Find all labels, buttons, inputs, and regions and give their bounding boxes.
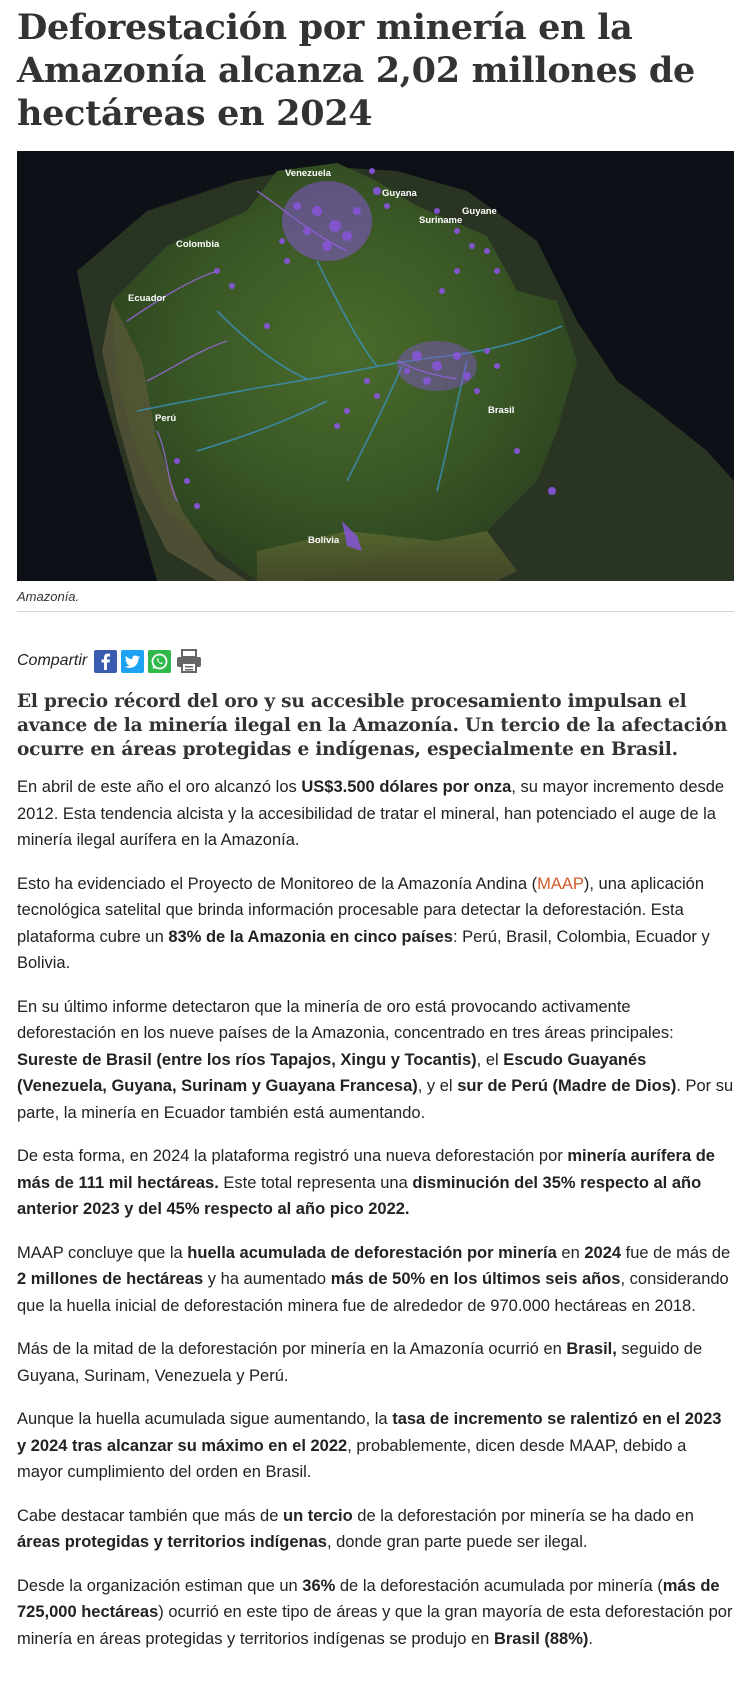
label-suriname: Suriname	[419, 215, 463, 226]
label-bolivia: Bolivia	[308, 535, 340, 546]
label-guyana: Guyana	[382, 188, 417, 199]
paragraph-5: MAAP concluye que la huella acumulada de deforestación por minería en 2024 fue de más de 2 millones de hectáreas y ha aumentado más de 50% en los últimos seis años, considerando que la huella inicial de deforestación minera fue de alrededor de 970.000 hectáreas en 2018.	[17, 1243, 731, 1315]
facebook-icon[interactable]	[94, 650, 117, 673]
paragraph-6: Más de la mitad de la deforestación por minería en la Amazonía ocurrió en Brasil, seguido de Guyana, Surinam, Venezuela y Perú.	[17, 1340, 703, 1385]
paragraph-1: En abril de este año el oro alcanzó los US$3.500 dólares por onza, su mayor incremento desde 2012. Esta tendencia alcista y la accesibilidad de tratar el mineral, han potenciado el auge de la minería ilegal aurífera en la Amazonía.	[17, 778, 725, 849]
label-venezuela: Venezuela	[285, 168, 331, 179]
paragraph-7: Aunque la huella acumulada sigue aumentando, la tasa de incremento se ralentizó en el 2023 y 2024 tras alcanzar su máximo en el 2022, probablemente, dicen desde MAAP, debido a mayor cumplimiento del orden en Brasil.	[17, 1410, 722, 1481]
whatsapp-icon[interactable]	[148, 650, 171, 673]
paragraph-3: En su último informe detectaron que la minería de oro está provocando activamente deforestación en los nueve países de la Amazonia, concentrado en tres áreas principales: Sureste de Brasil (entre los ríos Tapajos, Xingu y Tocantis), el Escudo Guayanés (Venezuela, Guyana, Surinam y Guayana Francesa), y el sur de Perú (Madre de Dios). Por su parte, la minería en Ecuador también está aumentando.	[17, 997, 734, 1122]
twitter-icon[interactable]	[121, 650, 144, 673]
paragraph-8: Cabe destacar también que más de un tercio de la deforestación por minería se ha dado en áreas protegidas y territorios indígenas, donde gran parte puede ser ilegal.	[17, 1506, 694, 1551]
maap-link[interactable]: MAAP	[537, 874, 584, 893]
label-colombia: Colombia	[176, 239, 220, 250]
print-icon[interactable]	[175, 650, 203, 673]
paragraph-4: De esta forma, en 2024 la plataforma registró una nueva deforestación por minería aurífera de más de 111 mil hectáreas. Este total representa una disminución del 35% respecto al año anterior 2023 y del 45% respecto al año pico 2022.	[17, 1147, 715, 1218]
paragraph-2: Esto ha evidenciado el Proyecto de Monitoreo de la Amazonía Andina (MAAP), una aplicación tecnológica satelital que brinda información procesable para detectar la deforestación. Esta plataforma cubre un 83% de la Amazonia en cinco países: Perú, Brasil, Colombia, Ecuador y Bolivia.	[17, 874, 710, 972]
image-caption: Amazonía.	[17, 589, 734, 612]
map-svg	[17, 151, 734, 581]
label-brasil: Brasil	[488, 405, 515, 416]
share-label: Compartir	[17, 652, 88, 669]
label-peru: Perú	[155, 413, 177, 424]
article-lead: El precio récord del oro y su accesible procesamiento impulsan el avance de la minería ilegal en la Amazonía. Un tercio de la afectación ocurre en áreas protegidas e indígenas, especialmente en Brasil.	[17, 691, 728, 760]
amazon-mining-map	[17, 151, 734, 581]
share-bar	[17, 646, 734, 676]
paragraph-9: Desde la organización estiman que un 36% de la deforestación acumulada por minería (más de 725,000 hectáreas) ocurrió en este tipo de áreas y que la gran mayoría de esta deforestación por minería en áreas protegidas y territorios indígenas se produjo en Brasil (88%).	[17, 1576, 733, 1648]
article-title: Deforestación por minería en la Amazonía alcanza 2,02 millones de hectáreas en 2024	[17, 7, 695, 134]
label-ecuador: Ecuador	[128, 293, 167, 304]
label-guyane: Guyane	[462, 206, 497, 217]
article	[17, 6, 734, 1652]
